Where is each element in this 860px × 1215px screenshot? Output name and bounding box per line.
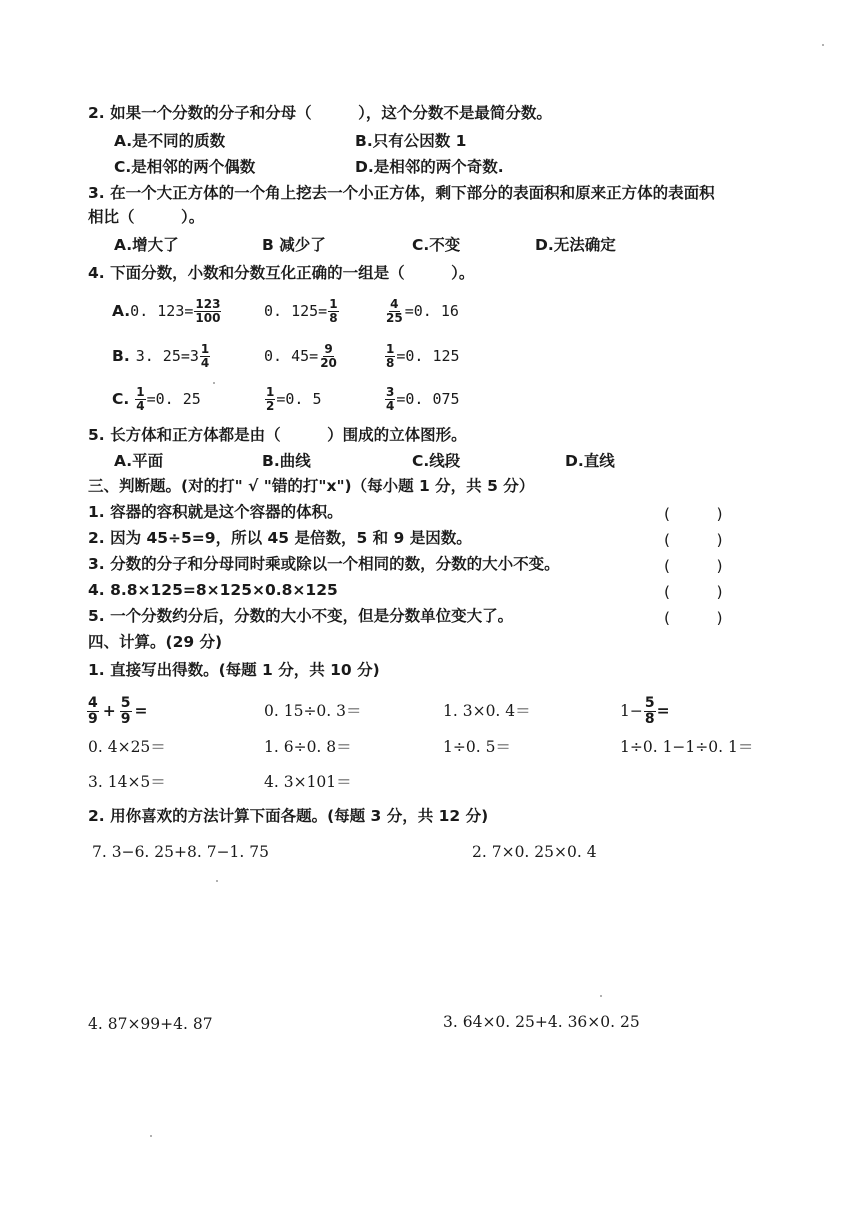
decimal-text: =0. 125 — [396, 347, 460, 365]
fraction — [135, 386, 145, 413]
calc-expr-8: 1÷0. 1−1÷0. 1＝ — [620, 738, 754, 756]
fraction — [385, 343, 395, 370]
judge-item-5: 5. 一个分数约分后，分数的大小不变，但是分数单位变大了。 — [88, 607, 514, 625]
mc-q3-option-b: B 减少了 — [262, 236, 326, 254]
decimal-text: 0. 123= — [130, 302, 194, 320]
mc-q4-option-c-item2 — [264, 382, 322, 416]
mc-q4-option-a-item2 — [264, 294, 340, 328]
calc-expr-7: 1÷0. 5＝ — [443, 738, 511, 756]
judge-answer-paren-2[interactable]: ( ) — [664, 531, 723, 549]
fraction — [120, 696, 132, 727]
calc-part1-title: 1. 直接写出得数。(每题 1 分，共 10 分) — [88, 661, 380, 679]
judge-answer-paren-1[interactable]: ( ) — [664, 505, 723, 523]
fraction — [319, 343, 338, 370]
denominator: 20 — [320, 355, 337, 370]
calc-problem-1: 7. 3−6. 25+8. 7−1. 75 — [92, 843, 269, 861]
numerator: 123 — [195, 296, 221, 311]
judge-item-4: 4. 8.8×125=8×125×0.8×125 — [88, 581, 338, 599]
mc-q2-option-b: B.只有公因数 1 — [355, 132, 467, 150]
scan-speck — [822, 44, 824, 46]
scan-speck — [150, 1135, 152, 1137]
calc-expr-10: 4. 3×101＝ — [264, 773, 352, 791]
calc-expr-4 — [620, 692, 670, 730]
mc-q4-option-b-item2 — [264, 339, 339, 373]
denominator: 8 — [386, 355, 395, 370]
option-label: A. — [112, 302, 131, 320]
numerator: 5 — [644, 694, 655, 711]
denominator: 100 — [195, 310, 221, 325]
judge-answer-paren-3[interactable]: ( ) — [664, 557, 723, 575]
numerator: 1 — [266, 384, 275, 399]
mc-q4-option-a-item3 — [384, 294, 459, 328]
denominator: 8 — [644, 710, 655, 727]
denominator: 4 — [386, 398, 395, 413]
calc-problem-2: 2. 7×0. 25×0. 4 — [472, 843, 597, 861]
equals-sign: = — [656, 701, 670, 720]
mc-q5-option-c: C.线段 — [412, 452, 461, 470]
numerator: 1 — [200, 341, 210, 356]
fraction — [87, 696, 99, 727]
calc-expr-6: 1. 6÷0. 8＝ — [264, 738, 352, 756]
mc-q5-option-a: A.平面 — [114, 452, 164, 470]
equals-sign: = — [134, 701, 148, 720]
mc-q3-stem-line1: 3. 在一个大正方体的一个角上挖去一个小正方体，剩下部分的表面积和原来正方体的表面积 — [88, 184, 715, 202]
calc-expr-3: 1. 3×0. 4＝ — [443, 702, 531, 720]
option-label: C. — [112, 390, 130, 408]
scan-speck — [216, 880, 218, 882]
mc-q4-option-a — [112, 294, 222, 328]
numerator: 1 — [136, 384, 145, 399]
numerator: 1 — [386, 341, 395, 356]
fraction — [200, 343, 210, 370]
numerator: 4 — [88, 694, 98, 711]
calc-section-title: 四、计算。(29 分) — [88, 633, 223, 651]
decimal-text: =0. 5 — [276, 390, 322, 408]
mc-q4-option-b — [112, 339, 211, 373]
numerator: 9 — [324, 341, 333, 356]
calc-expr-9: 3. 14×5＝ — [88, 773, 166, 791]
fraction — [265, 386, 275, 413]
judge-item-1: 1. 容器的容积就是这个容器的体积。 — [88, 503, 343, 521]
calc-expr-1 — [86, 692, 148, 730]
numerator: 4 — [390, 296, 399, 311]
denominator: 8 — [329, 310, 338, 325]
mc-q4-option-b-item3 — [384, 339, 460, 373]
mc-q2-option-d: D.是相邻的两个奇数. — [355, 158, 504, 176]
decimal-text: =0. 16 — [404, 302, 459, 320]
judge-section-title: 三、判断题。(对的打" √ "错的打"x")（每小题 1 分，共 5 分） — [88, 477, 535, 495]
fraction — [385, 386, 395, 413]
scan-speck — [600, 995, 602, 997]
judge-answer-paren-4[interactable]: ( ) — [664, 583, 723, 601]
mc-q4-option-c-item3 — [384, 382, 460, 416]
calc-expr-2: 0. 15÷0. 3＝ — [264, 702, 362, 720]
fraction — [644, 696, 656, 727]
denominator: 4 — [136, 398, 145, 413]
mc-q2-option-a: A.是不同的质数 — [114, 132, 226, 150]
denominator: 2 — [266, 398, 275, 413]
decimal-text: =0. 075 — [396, 390, 460, 408]
fraction — [385, 298, 404, 325]
judge-answer-paren-5[interactable]: ( ) — [664, 609, 723, 627]
decimal-text: =0. 25 — [146, 390, 201, 408]
decimal-text: 0. 125= — [264, 302, 328, 320]
mc-q3-option-c: C.不变 — [412, 236, 461, 254]
calc-problem-4: 3. 64×0. 25+4. 36×0. 25 — [443, 1013, 640, 1031]
denominator: 9 — [88, 710, 98, 727]
numerator: 1 — [329, 296, 338, 311]
decimal-text: 3. 25=3 — [135, 347, 199, 365]
judge-item-3: 3. 分数的分子和分母同时乘或除以一个相同的数，分数的大小不变。 — [88, 555, 560, 573]
expr-text: 1− — [620, 702, 643, 720]
denominator: 25 — [386, 310, 403, 325]
mc-q5-stem: 5. 长方体和正方体都是由（ ）围成的立体图形。 — [88, 426, 467, 444]
mc-q2-stem: 2. 如果一个分数的分子和分母（ ），这个分数不是最简分数。 — [88, 104, 552, 122]
fraction — [194, 298, 221, 325]
numerator: 3 — [386, 384, 395, 399]
judge-item-2: 2. 因为 45÷5=9，所以 45 是倍数，5 和 9 是因数。 — [88, 529, 472, 547]
calc-part2-title: 2. 用你喜欢的方法计算下面各题。(每题 3 分，共 12 分) — [88, 807, 489, 825]
decimal-text: 0. 45= — [264, 347, 319, 365]
mc-q3-option-d: D.无法确定 — [535, 236, 616, 254]
mc-q4-stem: 4. 下面分数，小数和分数互化正确的一组是（ ）。 — [88, 264, 475, 282]
fraction — [328, 298, 338, 325]
mc-q2-option-c: C.是相邻的两个偶数 — [114, 158, 256, 176]
plus-sign: + — [102, 701, 116, 720]
mc-q3-option-a: A.增大了 — [114, 236, 179, 254]
mc-q5-option-b: B.曲线 — [262, 452, 311, 470]
mc-q4-option-c — [112, 382, 201, 416]
scan-speck — [213, 382, 215, 384]
option-label: B. — [112, 347, 130, 365]
numerator: 5 — [120, 694, 131, 711]
calc-problem-3: 4. 87×99+4. 87 — [88, 1015, 213, 1033]
denominator: 4 — [200, 355, 210, 370]
calc-expr-5: 0. 4×25＝ — [88, 738, 166, 756]
denominator: 9 — [120, 710, 131, 727]
mc-q5-option-d: D.直线 — [565, 452, 615, 470]
mc-q3-stem-line2: 相比（ ）。 — [88, 208, 205, 226]
